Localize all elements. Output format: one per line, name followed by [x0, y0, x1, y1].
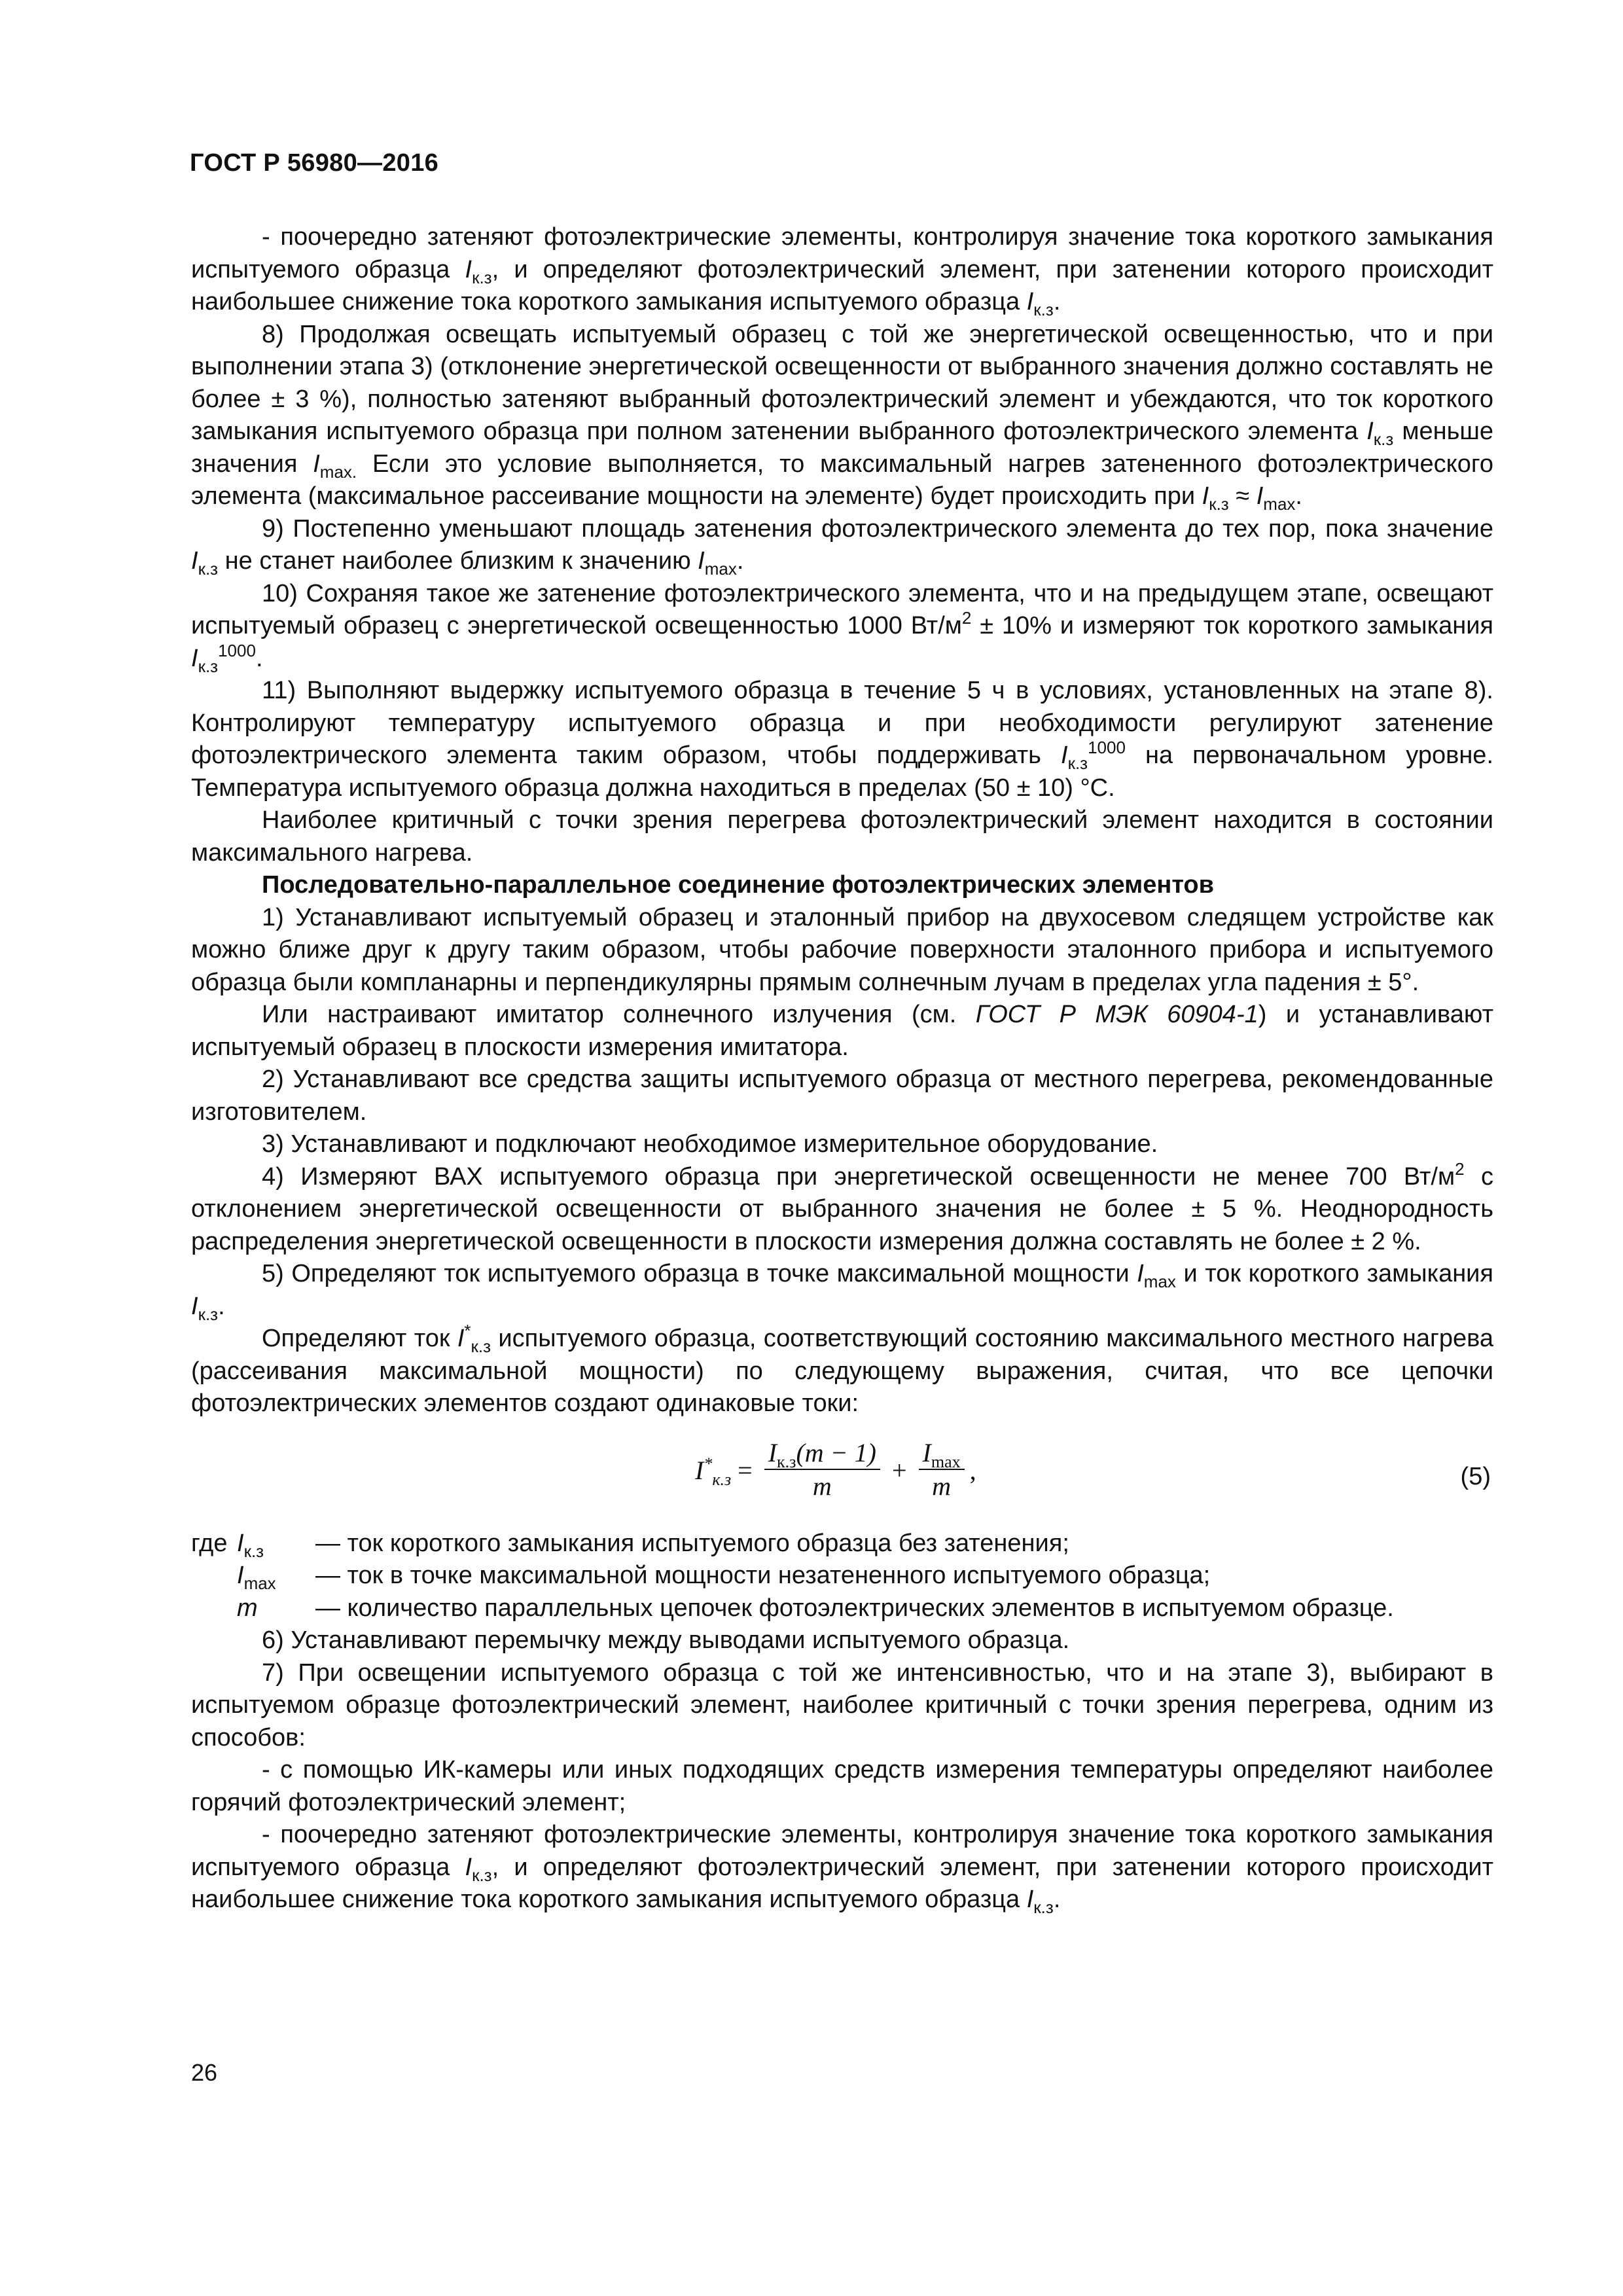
paragraph: - поочередно затеняют фотоэлектрические элементы, контролируя значение тока короткого замыкания испытуемого образца $I_{к.з}$, и определяют фотоэлектрический элемент, при затенении которого происходит наибольшее снижение тока короткого замыкания испытуемого образца $I_{к.з}$.	[191, 223, 1494, 319]
paragraph: - с помощью ИК-камеры или иных подходящих средств измерения температуры определяют наиболее горячий фотоэлектрический элемент;	[191, 1756, 1493, 1816]
paragraph: 5) Определяют ток испытуемого образца в точке максимальной мощности $I_{max}$ и ток короткого замыкания $I_{к.з}$.	[191, 1260, 1493, 1324]
definition-row: где $I_{к.з}$ — ток короткого замыкания испытуемого образца без затенения;	[191, 1529, 1069, 1561]
variable-definitions	[191, 1528, 1493, 1625]
formula-lhs: $I^*_{к.з}$	[695, 1454, 732, 1489]
document-header: ГОСТ Р 56980—2016	[190, 149, 439, 177]
paragraph: Наиболее критичный с точки зрения перегрева фотоэлектрический элемент находится в состоянии максимального нагрева.	[191, 806, 1493, 867]
definition-row: m — количество параллельных цепочек фотоэлектрических элементов в испытуемом образце.	[237, 1594, 1394, 1622]
paragraph: 6) Устанавливают перемычку между выводами испытуемого образца.	[262, 1626, 1070, 1654]
paragraph: 3) Устанавливают и подключают необходимое измерительное оборудование.	[262, 1130, 1158, 1158]
paragraph: 1) Устанавливают испытуемый образец и эталонный прибор на двухосевом следящем устройстве как можно ближе друг к другу таким образом, чтобы рабочие поверхности эталонного прибора и испытуемого образца были компланарны и перпендикулярны прямым солнечным лучам в пределах угла падения ± 5°.	[191, 903, 1493, 996]
paragraph: 11) Выполняют выдержку испытуемого образца в течение 5 ч в условиях, установленных на этапе 8). Контролируют температуру испытуемого образца и при необходимости регулируют затенение фотоэлектрического элемента таким образом, чтобы поддерживать $I_{к.з}^{1000}$ на первоначальном уровне. Температура испытуемого образца должна находиться в пределах (50 ± 10) °С.	[191, 677, 1493, 802]
paragraph: - поочередно затеняют фотоэлектрические элементы, контролируя значение тока короткого замыкания испытуемого образца $I_{к.з}$, и определяют фотоэлектрический элемент, при затенении которого происходит наибольшее снижение тока короткого замыкания испытуемого образца $I_{к.з}$.	[191, 1821, 1494, 1917]
formula-expression: $I^*_{к.з}$ = $\frac{I_{к.з}(m - 1)}{m}$ + $\frac{I_{max}}{m}$ ,	[695, 1439, 976, 1503]
paragraph: 8) Продолжая освещать испытуемый образец с той же энергетической освещенностью, что и при выполнении этапа 3) (отклонение энергетической освещенности от выбранного значения должно составлять не более ± 3 %), полностью затеняют выбранный фотоэлектрический элемент и убеждаются, что ток короткого замыкания испытуемого образца при полном затенении выбранного фотоэлектрического элемента $I_{к.з}$ меньше значения $I_{max.}$ Если это условие выполняется, то максимальный нагрев затененного фотоэлектрического элемента (максимальное рассеивание мощности на элементе) будет происходить при $I_{к.з} \approx I_{max}$.	[191, 320, 1494, 514]
paragraph: 2) Устанавливают все средства защиты испытуемого образца от местного перегрева, рекомендованные изготовителем.	[191, 1066, 1493, 1126]
fraction-1: $\frac{I_{к.з}(m - 1)}{m}$	[764, 1439, 880, 1503]
paragraph: Или настраивают имитатор солнечного излучения (см. ГОСТ Р МЭК 60904-1) и устанавливают испытуемый образец в плоскости измерения имитатора.	[191, 1001, 1493, 1061]
document-body	[191, 221, 1493, 1916]
page-number: 26	[191, 2059, 218, 2086]
formula-number: (5)	[1460, 1462, 1491, 1490]
fraction-2: $\frac{I_{max}}{m}$	[919, 1439, 965, 1503]
formula-5	[191, 1435, 1493, 1518]
paragraph: 7) При освещении испытуемого образца с той же интенсивностью, что и на этапе 3), выбирают в испытуемом образце фотоэлектрический элемент, наиболее критичный с точки зрения перегрева, одним из способов:	[191, 1659, 1493, 1751]
paragraph: 4) Измеряют ВАХ испытуемого образца при энергетической освещенности не менее 700 $Вт/м^2$ с отклонением энергетической освещенности от выбранного значения не более ± 5 %. Неоднородность распределения энергетической освещенности в плоскости измерения должна составлять не более ± 2 %.	[191, 1158, 1493, 1255]
definition-row: $I_{max}$ — ток в точке максимальной мощности незатененного испытуемого образца;	[237, 1562, 1211, 1593]
standard-reference: ГОСТ Р МЭК 60904-1	[975, 1001, 1258, 1028]
paragraph: 9) Постепенно уменьшают площадь затенения фотоэлектрического элемента до тех пор, пока значение $I_{к.з}$ не станет наиболее близким к значению $I_{max}$.	[191, 514, 1493, 579]
paragraph: Определяют ток $I^*_{к.з}$ испытуемого образца, соответствующий состоянию максимального местного нагрева (рассеивания максимальной мощности) по следующему выражения, считая, что все цепочки фотоэлектрических элементов создают одинаковые токи:	[191, 1321, 1494, 1417]
paragraph: 10) Сохраняя такое же затенение фотоэлектрического элемента, что и на предыдущем этапе, освещают испытуемый образец с энергетической освещенностью 1000 $Вт/м^2 \pm 10\%$ и измеряют ток короткого замыкания $I_{к.з}^{1000}$.	[191, 579, 1493, 676]
section-heading: Последовательно-параллельное соединение фотоэлектрических элементов	[262, 871, 1215, 899]
